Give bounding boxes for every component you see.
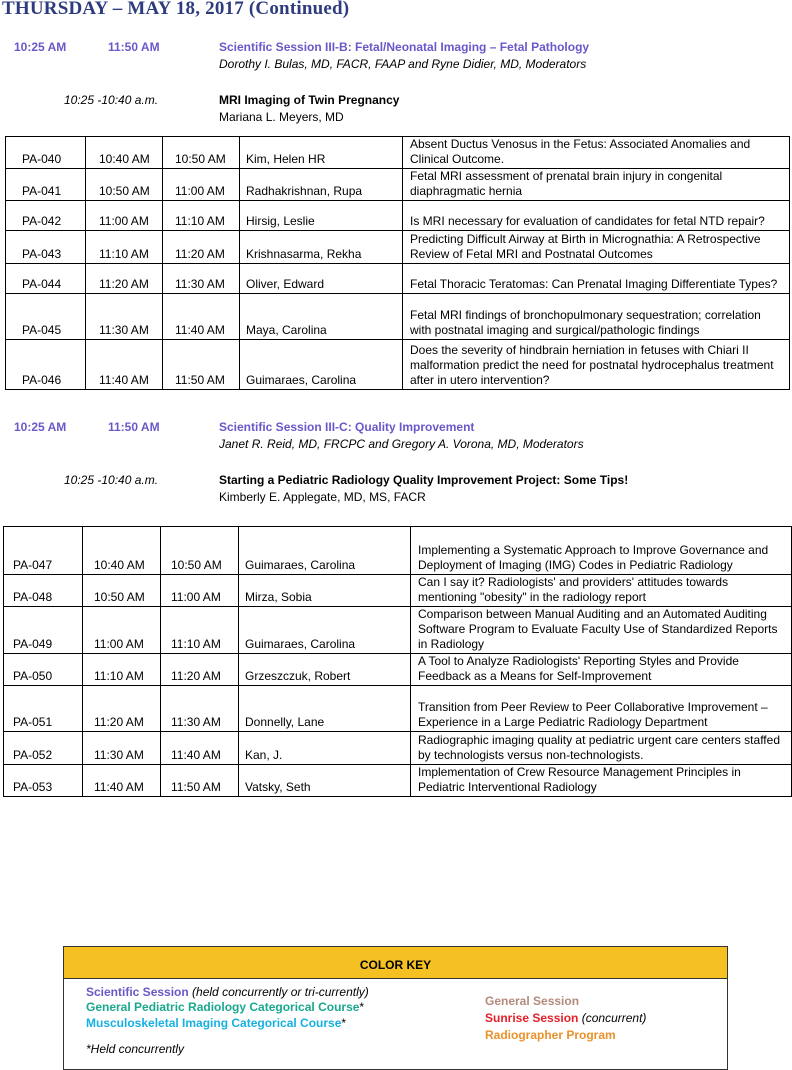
abstract-id: PA-041 xyxy=(6,169,86,201)
session-end-time: 11:50 AM xyxy=(108,420,160,434)
table-row xyxy=(4,654,792,686)
table-row xyxy=(4,575,792,607)
start-time: 10:40 AM xyxy=(83,527,161,575)
start-time: 11:20 AM xyxy=(86,264,163,294)
end-time: 11:40 AM xyxy=(163,294,240,340)
invited-talk-speaker: Kimberly E. Applegate, MD, MS, FACR xyxy=(219,490,426,504)
author-name: Vatsky, Seth xyxy=(239,765,411,797)
session-end-time: 11:50 AM xyxy=(108,40,160,54)
abstract-title: Radiographic imaging quality at pediatric urgent care centers staffed by technologists versus non-technologists. xyxy=(411,732,792,765)
table-row xyxy=(6,294,790,340)
author-name: Guimaraes, Carolina xyxy=(239,607,411,654)
invited-talk-time: 10:25 -10:40 a.m. xyxy=(64,93,159,107)
key-general-course-label: General Pediatric Radiology Categorical Course xyxy=(86,1000,360,1014)
author-name: Krishnasarma, Rekha xyxy=(240,231,403,264)
key-msk-course xyxy=(86,1016,346,1030)
start-time: 11:00 AM xyxy=(86,201,163,231)
page-title: THURSDAY – MAY 18, 2017 (Continued) xyxy=(2,0,350,19)
abstract-title: Is MRI necessary for evaluation of candidates for fetal NTD repair? xyxy=(403,201,790,231)
end-time: 10:50 AM xyxy=(163,137,240,169)
author-name: Grzeszczuk, Robert xyxy=(239,654,411,686)
end-time: 11:10 AM xyxy=(163,201,240,231)
author-name: Mirza, Sobia xyxy=(239,575,411,607)
end-time: 11:00 AM xyxy=(163,169,240,201)
abstract-id: PA-050 xyxy=(4,654,83,686)
table-row xyxy=(6,264,790,294)
color-key-heading: COLOR KEY xyxy=(64,947,727,979)
end-time: 11:00 AM xyxy=(161,575,239,607)
author-name: Maya, Carolina xyxy=(240,294,403,340)
start-time: 11:10 AM xyxy=(86,231,163,264)
invited-talk-speaker: Mariana L. Meyers, MD xyxy=(219,110,344,124)
start-time: 11:00 AM xyxy=(83,607,161,654)
session-moderators: Janet R. Reid, MD, FRCPC and Gregory A. Vorona, MD, Moderators xyxy=(219,437,584,451)
abstract-title: Implementation of Crew Resource Management Principles in Pediatric Interventional Radiology xyxy=(411,765,792,797)
author-name: Donnelly, Lane xyxy=(239,686,411,732)
abstract-title: Fetal MRI findings of bronchopulmonary sequestration; correlation with postnatal imaging and surgical/pathologic findings xyxy=(403,294,790,340)
end-time: 11:10 AM xyxy=(161,607,239,654)
abstract-id: PA-040 xyxy=(6,137,86,169)
abstract-title: Transition from Peer Review to Peer Collaborative Improvement – Experience in a Large Pediatric Radiology Department xyxy=(411,686,792,732)
table-row xyxy=(4,765,792,797)
end-time: 11:20 AM xyxy=(161,654,239,686)
start-time: 10:40 AM xyxy=(86,137,163,169)
author-name: Kim, Helen HR xyxy=(240,137,403,169)
start-time: 11:40 AM xyxy=(86,340,163,390)
table-row xyxy=(6,201,790,231)
table-row xyxy=(6,137,790,169)
table-row xyxy=(4,686,792,732)
session-start-time: 10:25 AM xyxy=(14,420,67,434)
table-row xyxy=(4,732,792,765)
end-time: 11:20 AM xyxy=(163,231,240,264)
abstract-table-body xyxy=(6,137,790,390)
abstract-id: PA-053 xyxy=(4,765,83,797)
key-radiographer-program: Radiographer Program xyxy=(485,1028,616,1042)
key-msk-course-label: Musculoskeletal Imaging Categorical Course xyxy=(86,1016,342,1030)
start-time: 11:10 AM xyxy=(83,654,161,686)
invited-talk-time: 10:25 -10:40 a.m. xyxy=(64,473,159,487)
key-scientific-session xyxy=(86,985,369,999)
invited-talk-title: MRI Imaging of Twin Pregnancy xyxy=(219,93,400,107)
author-name: Hirsig, Leslie xyxy=(240,201,403,231)
invited-talk-title: Starting a Pediatric Radiology Quality Improvement Project: Some Tips! xyxy=(219,473,629,487)
author-name: Guimaraes, Carolina xyxy=(240,340,403,390)
key-sunrise-session xyxy=(485,1011,646,1025)
abstract-title: Can I say it? Radiologists' and providers' attitudes towards mentioning "obesity" in the radiology report xyxy=(411,575,792,607)
key-sunrise-note: (concurrent) xyxy=(581,1011,647,1025)
abstract-id: PA-045 xyxy=(6,294,86,340)
author-name: Kan, J. xyxy=(239,732,411,765)
table-row xyxy=(4,607,792,654)
start-time: 10:50 AM xyxy=(86,169,163,201)
abstract-title: Fetal MRI assessment of prenatal brain injury in congenital diaphragmatic hernia xyxy=(403,169,790,201)
key-scientific-note: (held concurrently or tri-currently) xyxy=(192,985,369,999)
abstract-id: PA-051 xyxy=(4,686,83,732)
session-title: Scientific Session III-C: Quality Improvement xyxy=(219,420,475,434)
key-asterisk: * xyxy=(341,1016,347,1030)
start-time: 11:30 AM xyxy=(83,732,161,765)
abstract-title: Fetal Thoracic Teratomas: Can Prenatal Imaging Differentiate Types? xyxy=(403,264,790,294)
session-title: Scientific Session III-B: Fetal/Neonatal Imaging – Fetal Pathology xyxy=(219,40,590,54)
abstract-id: PA-049 xyxy=(4,607,83,654)
abstract-table xyxy=(3,526,792,797)
table-row xyxy=(6,340,790,390)
abstract-id: PA-046 xyxy=(6,340,86,390)
author-name: Radhakrishnan, Rupa xyxy=(240,169,403,201)
abstract-title: Comparison between Manual Auditing and an Automated Auditing Software Program to Evaluate Faculty Use of Standardized Reports in Radiology xyxy=(411,607,792,654)
end-time: 11:50 AM xyxy=(161,765,239,797)
abstract-title: Implementing a Systematic Approach to Improve Governance and Deployment of Imaging (IMG) Codes in Pediatric Radiology xyxy=(411,527,792,575)
abstract-id: PA-044 xyxy=(6,264,86,294)
abstract-id: PA-042 xyxy=(6,201,86,231)
abstract-title: Absent Ductus Venosus in the Fetus: Associated Anomalies and Clinical Outcome. xyxy=(403,137,790,169)
session-start-time: 10:25 AM xyxy=(14,40,67,54)
table-row xyxy=(6,231,790,264)
abstract-title: Predicting Difficult Airway at Birth in Micrognathia: A Retrospective Review of Fetal MRI and Postnatal Outcomes xyxy=(403,231,790,264)
start-time: 11:20 AM xyxy=(83,686,161,732)
abstract-table xyxy=(5,136,790,390)
end-time: 11:40 AM xyxy=(161,732,239,765)
abstract-table-body xyxy=(4,527,792,797)
key-held-note: *Held concurrently xyxy=(86,1042,185,1056)
abstract-id: PA-048 xyxy=(4,575,83,607)
author-name: Guimaraes, Carolina xyxy=(239,527,411,575)
table-row xyxy=(6,169,790,201)
abstract-id: PA-047 xyxy=(4,527,83,575)
key-scientific-label: Scientific Session xyxy=(86,985,189,999)
session-moderators: Dorothy I. Bulas, MD, FACR, FAAP and Ryne Didier, MD, Moderators xyxy=(219,57,587,71)
author-name: Oliver, Edward xyxy=(240,264,403,294)
abstract-title: A Tool to Analyze Radiologists' Reporting Styles and Provide Feedback as a Means for Self-Improvement xyxy=(411,654,792,686)
end-time: 11:30 AM xyxy=(161,686,239,732)
end-time: 11:30 AM xyxy=(163,264,240,294)
key-asterisk: * xyxy=(359,1000,365,1014)
color-key xyxy=(63,946,728,1070)
start-time: 10:50 AM xyxy=(83,575,161,607)
abstract-id: PA-052 xyxy=(4,732,83,765)
key-general-session: General Session xyxy=(485,994,580,1008)
key-sunrise-label: Sunrise Session xyxy=(485,1011,579,1025)
key-general-course xyxy=(86,1000,364,1014)
end-time: 11:50 AM xyxy=(163,340,240,390)
end-time: 10:50 AM xyxy=(161,527,239,575)
start-time: 11:30 AM xyxy=(86,294,163,340)
abstract-id: PA-043 xyxy=(6,231,86,264)
table-row xyxy=(4,527,792,575)
abstract-title: Does the severity of hindbrain herniation in fetuses with Chiari II malformation predict the need for postnatal hydrocephalus treatment after in utero intervention? xyxy=(403,340,790,390)
start-time: 11:40 AM xyxy=(83,765,161,797)
